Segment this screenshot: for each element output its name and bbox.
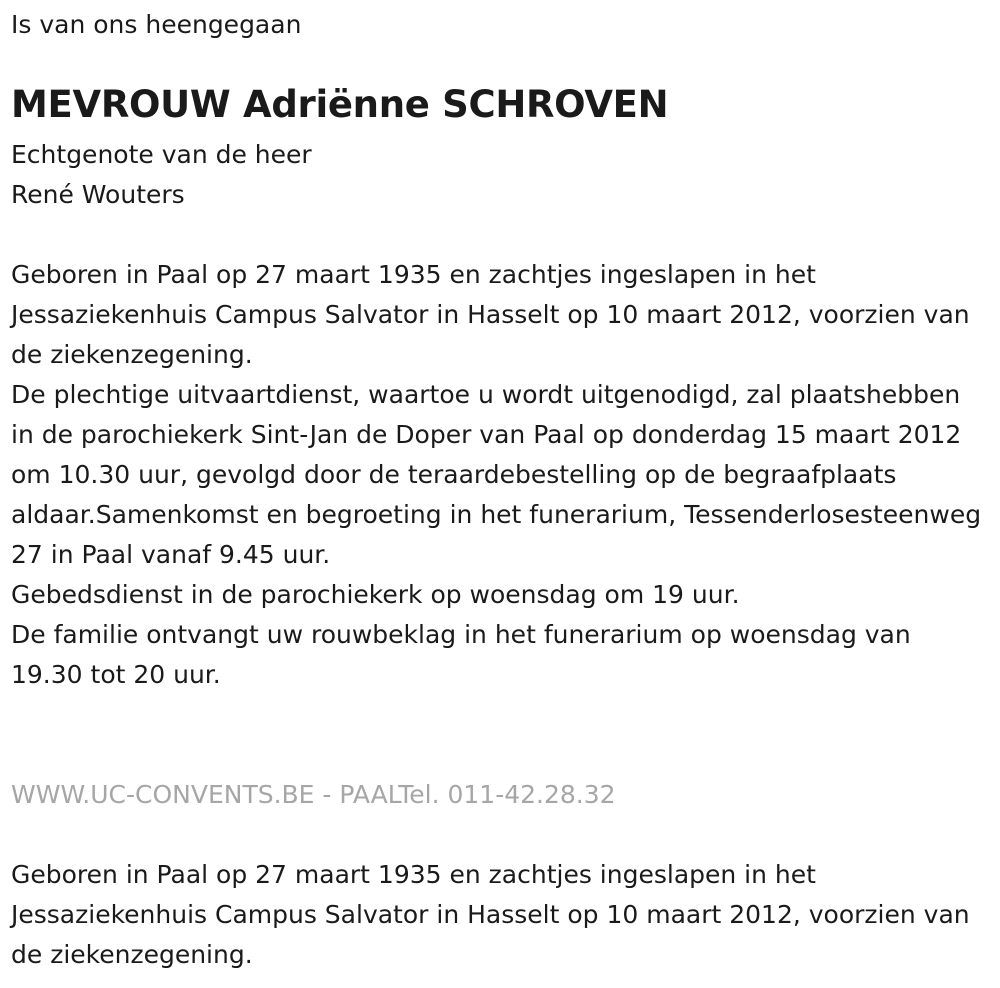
spouse-line-2: René Wouters <box>11 180 185 209</box>
prayer-service-paragraph: Gebedsdienst in de parochiekerk op woensdag om 19 uur. <box>11 580 740 609</box>
funeral-home-contact[interactable]: WWW.UC-CONVENTS.BE - PAALTel. 011-42.28.32 <box>11 780 616 809</box>
deceased-name: MEVROUW Adriënne SCHROVEN <box>11 83 669 126</box>
funeral-service-paragraph: De plechtige uitvaartdienst, waartoe u wordt uitgenodigd, zal plaatshebben in de parochiekerk Sint-Jan de Doper van Paal op donderdag 15 maart 2012 om 10.30 uur, gevolgd door de teraardebestelling op de begraafplaats aldaar.Samenkomst en begroeting in het funerarium, Tessenderlosesteenweg 27 in Paal vanaf 9.45 uur. <box>11 380 982 569</box>
birth-death-paragraph: Geboren in Paal op 27 maart 1935 en zachtjes ingeslapen in het Jessaziekenhuis Campus Salvator in Hasselt op 10 maart 2012, voorzien van de ziekenzegening. <box>11 260 970 369</box>
spouse-line-1: Echtgenote van de heer <box>11 140 312 169</box>
spouse-info <box>11 135 312 215</box>
intro-text: Is van ons heengegaan <box>11 10 302 39</box>
repeated-birth-death-paragraph: Geboren in Paal op 27 maart 1935 en zachtjes ingeslapen in het Jessaziekenhuis Campus Salvator in Hasselt op 10 maart 2012, voorzien van de ziekenzegening. <box>11 860 970 969</box>
condolences-paragraph: De familie ontvangt uw rouwbeklag in het funerarium op woensdag van 19.30 tot 20 uur. <box>11 620 911 689</box>
obituary-body <box>11 255 986 695</box>
